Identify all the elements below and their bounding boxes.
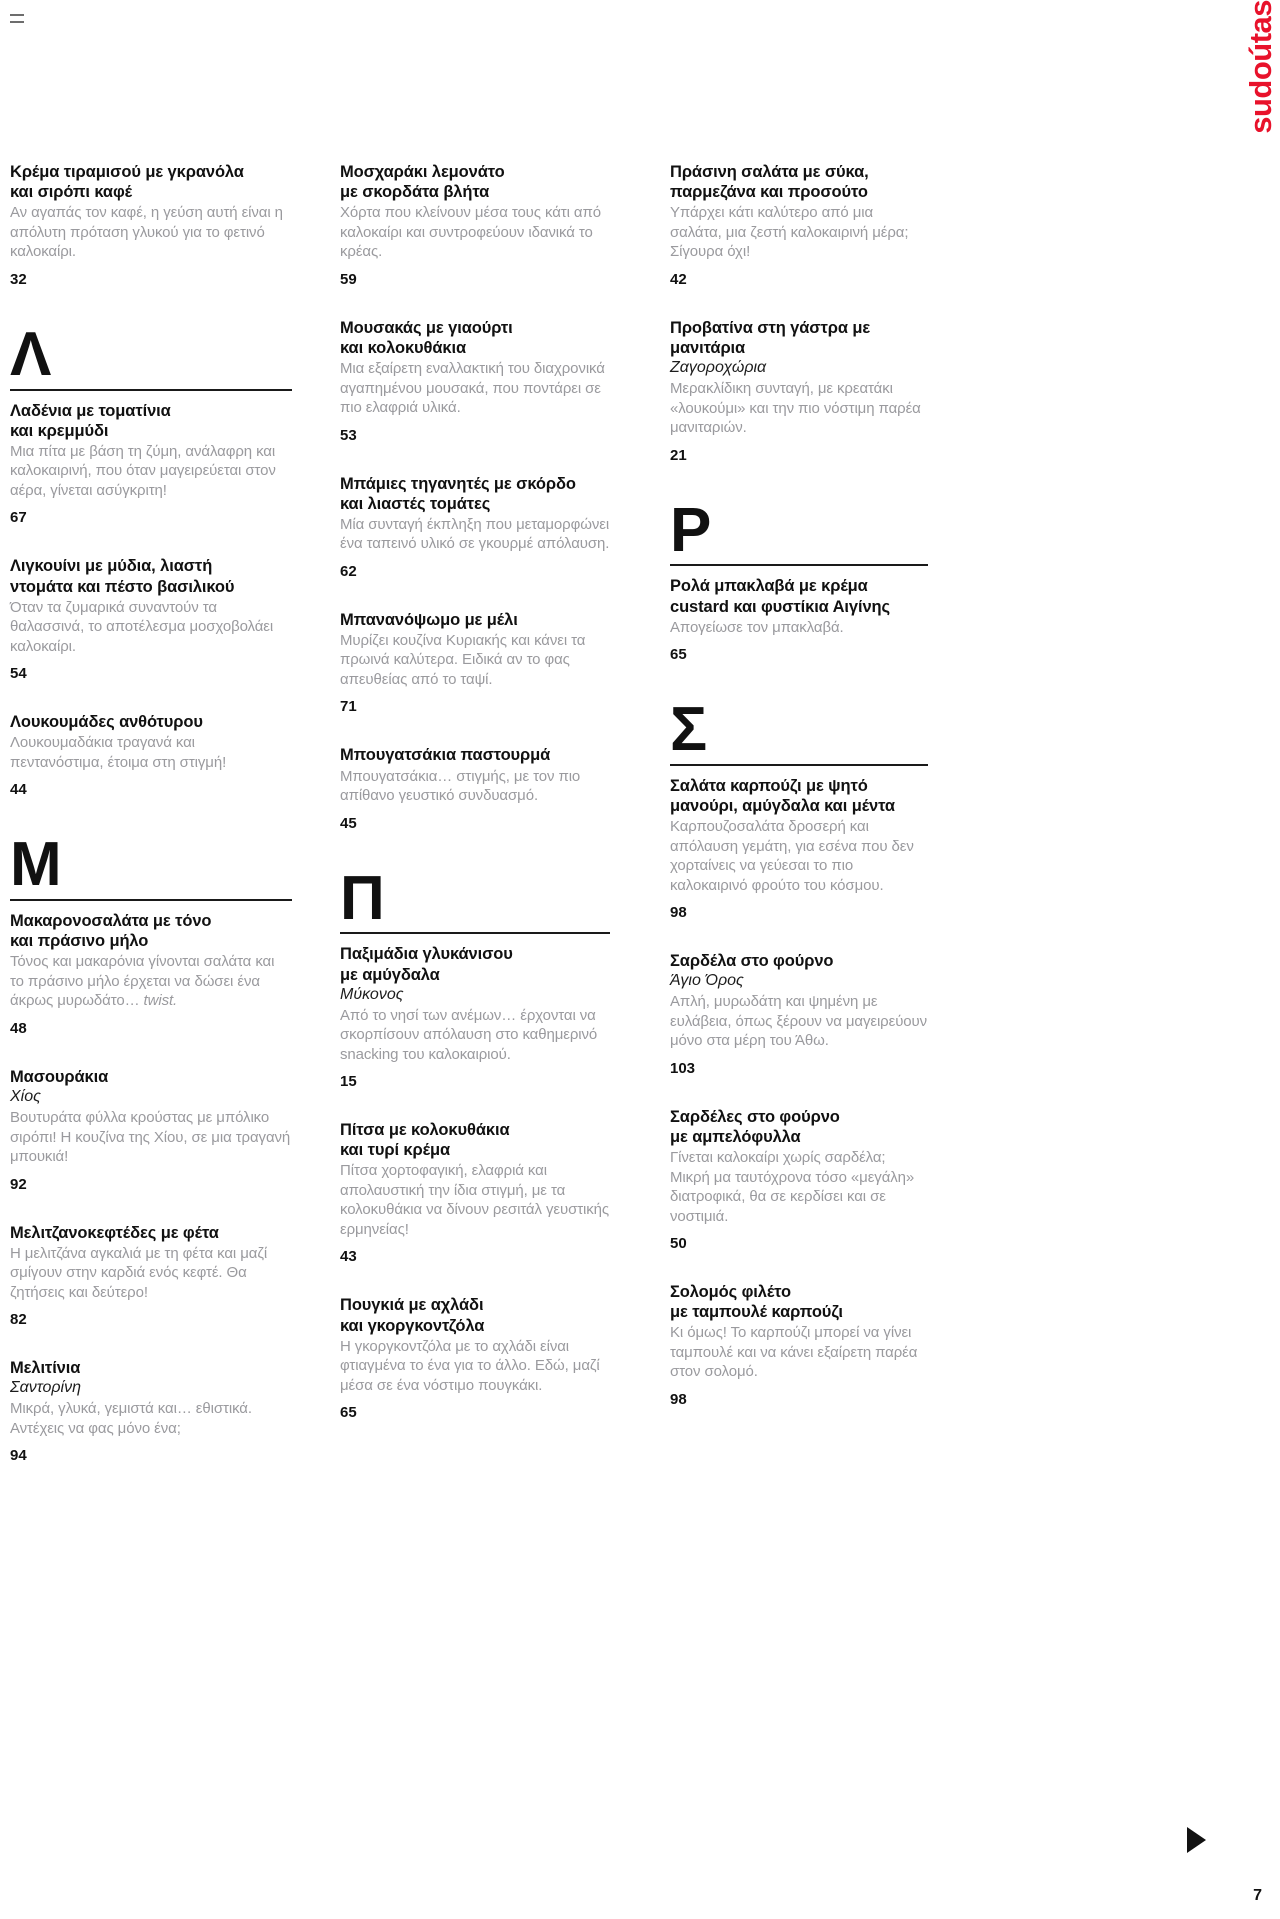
recipe-description: Πίτσα χορτοφαγική, ελαφριά και απολαυστική την ίδια στιγμή, με τα κολοκυθάκια να δίνουν ρεσιτάλ γευστικής ερμηνείας! <box>340 1162 610 1238</box>
recipe-title: Μπάμιες τηγανητές με σκόρδο και λιαστές τομάτες <box>340 474 576 513</box>
recipe-entry[interactable] <box>340 1120 610 1265</box>
recipe-description: Γίνεται καλοκαίρι χωρίς σαρδέλα; Μικρή μα ταυτόχρονα τόσο «μεγάλη» διατροφικά, θα σε κερδίσει και σε νοστιμιά. <box>670 1149 915 1225</box>
recipe-page-number: 65 <box>340 1404 357 1422</box>
recipe-description: Υπάρχει κάτι καλύτερο από μια σαλάτα, μια ζεστή καλοκαιρινή μέρα; Σίγουρα όχι! <box>670 204 909 261</box>
recipe-page-number: 44 <box>10 781 27 799</box>
recipe-page-number: 43 <box>340 1248 357 1266</box>
recipe-title: Μακαρονοσαλάτα με τόνο και πράσινο μήλο <box>10 912 212 951</box>
recipe-page-number: 53 <box>340 426 357 444</box>
recipe-entry[interactable] <box>10 1358 292 1464</box>
recipe-page-number: 67 <box>10 509 27 527</box>
recipe-page-number: 50 <box>670 1235 687 1253</box>
section-letter: Μ <box>10 830 61 900</box>
recipe-region: Χίος <box>10 1088 41 1106</box>
section-letter: Σ <box>670 695 707 765</box>
recipe-title: Πίτσα με κολοκυθάκια και τυρί κρέμα <box>340 1121 510 1160</box>
recipe-entry[interactable] <box>340 474 610 580</box>
recipe-title: Μουσακάς με γιαούρτι και κολοκυθάκια <box>340 318 513 357</box>
letter-section <box>340 162 610 832</box>
recipe-entry[interactable] <box>10 712 292 798</box>
section-letter: Λ <box>10 319 51 389</box>
recipe-title: Σαλάτα καρπούζι με ψητό μανούρι, αμύγδαλα και μέντα <box>670 777 895 816</box>
recipe-title: Σαρδέλα στο φούρνο <box>670 952 834 971</box>
recipe-title: Μπουγατσάκια παστουρμά <box>340 746 551 765</box>
recipe-entry[interactable] <box>670 1282 928 1408</box>
recipe-description: Αν αγαπάς τον καφέ, η γεύση αυτή είναι η απόλυτη πρόταση γλυκού για το φετινό καλοκαίρι. <box>10 204 283 261</box>
section-letter: Ρ <box>670 495 711 565</box>
recipe-entry[interactable] <box>670 1107 928 1252</box>
recipe-title: Προβατίνα στη γάστρα με μανιτάρια <box>670 318 871 357</box>
index-column <box>328 162 646 1494</box>
letter-section <box>10 162 292 288</box>
recipe-region: Μύκονος <box>340 985 404 1003</box>
recipe-page-number: 45 <box>340 814 357 832</box>
section-letter: Π <box>340 863 384 933</box>
recipe-title: Παξιμάδια γλυκάνισου με αμύγδαλα <box>340 945 513 984</box>
recipe-entry[interactable] <box>10 911 292 1037</box>
recipe-description: Τόνος και μακαρόνια γίνονται σαλάτα και το πράσινο μήλο έρχεται να δώσει ένα άκρως μυρωδάτο… twist. <box>10 953 275 1010</box>
recipe-entry[interactable] <box>10 1223 292 1329</box>
recipe-page-number: 21 <box>670 446 687 464</box>
recipe-title: Μελιτζανοκεφτέδες με φέτα <box>10 1223 219 1242</box>
letter-section <box>670 162 928 464</box>
recipe-page-number: 59 <box>340 270 357 288</box>
recipe-description: Μπουγατσάκια… στιγμής, με τον πιο απίθανο γευστικό συνδυασμό. <box>340 767 581 804</box>
recipe-page-number: 15 <box>340 1073 357 1091</box>
recipe-title: Σαρδέλες στο φούρνο με αμπελόφυλλα <box>670 1107 840 1147</box>
recipe-description: Μία συνταγή έκπληξη που μεταμορφώνει ένα ταπεινό υλικό σε γκουρμέ απόλαυση. <box>340 515 610 553</box>
recipe-entry[interactable] <box>670 318 928 464</box>
recipe-page-number: 98 <box>670 1390 687 1408</box>
recipe-entry[interactable] <box>340 162 610 288</box>
recipe-description: Μια πίτα με βάση τη ζύμη, ανάλαφρη και καλοκαιρινή, που όταν μαγειρεύεται στον αέρα, γίνεται ασύγκριτη! <box>10 442 276 499</box>
recipe-title: Πράσινη σαλάτα με σύκα, παρμεζάνα και προσούτο <box>670 163 869 202</box>
recipe-title: Μοσχαράκι λεμονάτο με σκορδάτα βλήτα <box>340 163 505 202</box>
recipe-entry[interactable] <box>10 162 292 288</box>
masthead-logo <box>1240 0 1280 190</box>
recipe-page-number: 71 <box>340 698 357 716</box>
recipe-title: Μελιτίνια <box>10 1359 81 1378</box>
recipe-page-number: 48 <box>10 1019 27 1037</box>
recipe-page-number: 65 <box>670 646 687 664</box>
recipe-page-number: 82 <box>10 1311 27 1329</box>
letter-section <box>10 830 292 1465</box>
recipe-entry[interactable] <box>340 1295 610 1421</box>
recipe-title: Κρέμα τιραμισού με γκρανόλα και σιρόπι καφέ <box>10 163 244 202</box>
recipe-description: Λουκουμαδάκια τραγανά και πεντανόστιμα, έτοιμα στη στιγμή! <box>10 734 227 771</box>
page-number: 7 <box>1253 1887 1262 1904</box>
recipe-description: Βουτυράτα φύλλα κρούστας με μπόλικο σιρόπι! Η κουζίνα της Χίου, σε μια τραγανή μπουκιά! <box>10 1109 291 1166</box>
recipe-entry[interactable] <box>10 1067 292 1193</box>
recipe-entry[interactable] <box>10 556 292 682</box>
letter-section <box>670 495 928 664</box>
section-divider <box>10 389 292 391</box>
masthead-brand-text: sudoútas <box>1242 0 1278 134</box>
recipe-page-number: 103 <box>670 1059 696 1077</box>
recipe-region: Σαντορίνη <box>10 1379 81 1397</box>
recipe-page-number: 32 <box>10 270 27 288</box>
recipe-region: Ζαγοροχώρια <box>670 359 767 376</box>
index-column <box>10 162 328 1494</box>
recipe-page-number: 54 <box>10 665 27 683</box>
recipe-entry[interactable] <box>340 610 610 716</box>
recipe-title: Πουγκιά με αχλάδι και γκοργκοντζόλα <box>340 1296 485 1335</box>
recipe-title: Μασουράκια <box>10 1067 109 1086</box>
recipe-title: Λαδένια με τοματίνια και κρεμμύδι <box>10 401 171 440</box>
recipe-entry[interactable] <box>670 162 928 288</box>
hamburger-bar <box>10 14 24 16</box>
section-divider <box>10 899 292 901</box>
recipe-description: Από το νησί των ανέμων… έρχονται να σκορπίσουν απόλαυση στο καθημερινό snacking του καλοκαιριού. <box>340 1006 598 1063</box>
recipe-page-number: 92 <box>10 1175 27 1193</box>
recipe-page-number: 62 <box>340 562 357 580</box>
letter-section <box>10 319 292 799</box>
section-divider <box>670 564 928 566</box>
recipe-entry[interactable] <box>670 776 928 921</box>
letter-section <box>340 863 610 1422</box>
letter-section <box>670 695 928 1408</box>
triangle-right-icon[interactable] <box>1187 1827 1206 1853</box>
hamburger-bar <box>10 21 24 23</box>
recipe-page-number: 98 <box>670 904 687 922</box>
recipe-entry[interactable] <box>340 745 610 831</box>
recipe-entry[interactable] <box>670 951 928 1077</box>
index-column <box>646 162 964 1494</box>
recipe-entry[interactable] <box>10 401 292 527</box>
recipe-title: Σολομός φιλέτο με ταμπουλέ καρπούζι <box>670 1283 843 1322</box>
recipe-page-number: 94 <box>10 1447 27 1465</box>
section-divider <box>670 764 928 766</box>
recipe-description: Όταν τα ζυμαρικά συναντούν τα θαλασσινά, το αποτέλεσμα μοσχοβολάει καλοκαίρι. <box>10 598 274 655</box>
recipe-title: Λουκουμάδες ανθότυρου <box>10 713 203 732</box>
recipe-description: Απλή, μυρωδάτη και ψημένη με ευλάβεια, όπως ξέρουν να μαγειρεύουν μόνο στα μέρη του Άθω. <box>670 993 928 1050</box>
recipe-page-number: 42 <box>670 270 687 288</box>
recipe-description: Μυρίζει κουζίνα Κυριακής και κάνει τα πρωινά καλύτερα. Ειδικά αν το φας απευθείας από το ταψί. <box>340 631 586 688</box>
recipe-description: Καρπουζοσαλάτα δροσερή και απόλαυση γεμάτη, για εσένα που δεν χορταίνεις να γεύεσαι το πιο καλοκαιρινό φρούτο του κόσμου. <box>670 818 914 894</box>
recipe-description: Η μελιτζάνα αγκαλιά με τη φέτα και μαζί σμίγουν στην καρδιά ενός κεφτέ. Θα ζητήσεις και δεύτερο! <box>10 1244 268 1301</box>
recipe-description: Μια εξαίρετη εναλλακτική του διαχρονικά αγαπημένου μουσακά, που ποντάρει σε πιο ελαφριά υλικά. <box>340 360 605 416</box>
recipe-description: Η γκοργκοντζόλα με το αχλάδι είναι φτιαγμένα το ένα για το άλλο. Εδώ, μαζί μέσα σε ένα νόστιμο πουγκάκι. <box>340 1337 600 1394</box>
recipe-title: Μπανανόψωμο με μέλι <box>340 610 518 629</box>
recipe-title: Λιγκουίνι με μύδια, λιαστή ντομάτα και πέστο βασιλικού <box>10 557 235 596</box>
recipe-entry[interactable] <box>340 318 610 444</box>
recipe-region: Άγιο Όρος <box>670 972 744 990</box>
recipe-description: Απογείωσε τον μπακλαβά. <box>670 618 844 636</box>
section-divider <box>340 932 610 934</box>
recipe-description: Κι όμως! Το καρπούζι μπορεί να γίνει ταμπουλέ και να κάνει εξαίρετη παρέα στον σολομό. <box>670 1324 918 1381</box>
hamburger-icon[interactable] <box>10 14 24 23</box>
index-columns <box>10 162 1020 1494</box>
recipe-description: Χόρτα που κλείνουν μέσα τους κάτι από καλοκαίρι και συντροφεύουν ιδανικά το κρέας. <box>340 204 601 261</box>
recipe-title: Ρολά μπακλαβά με κρέμα custard και φυστίκια Αιγίνης <box>670 577 890 616</box>
recipe-entry[interactable] <box>340 944 610 1090</box>
recipe-entry[interactable] <box>670 576 928 663</box>
recipe-description: Μερακλίδικη συνταγή, με κρεατάκι «λουκούμι» και την πιο νόστιμη παρέα μανιταριών. <box>670 380 921 436</box>
recipe-description: Μικρά, γλυκά, γεμιστά και… εθιστικά. Αντέχεις να φας μόνο ένα; <box>10 1400 252 1437</box>
